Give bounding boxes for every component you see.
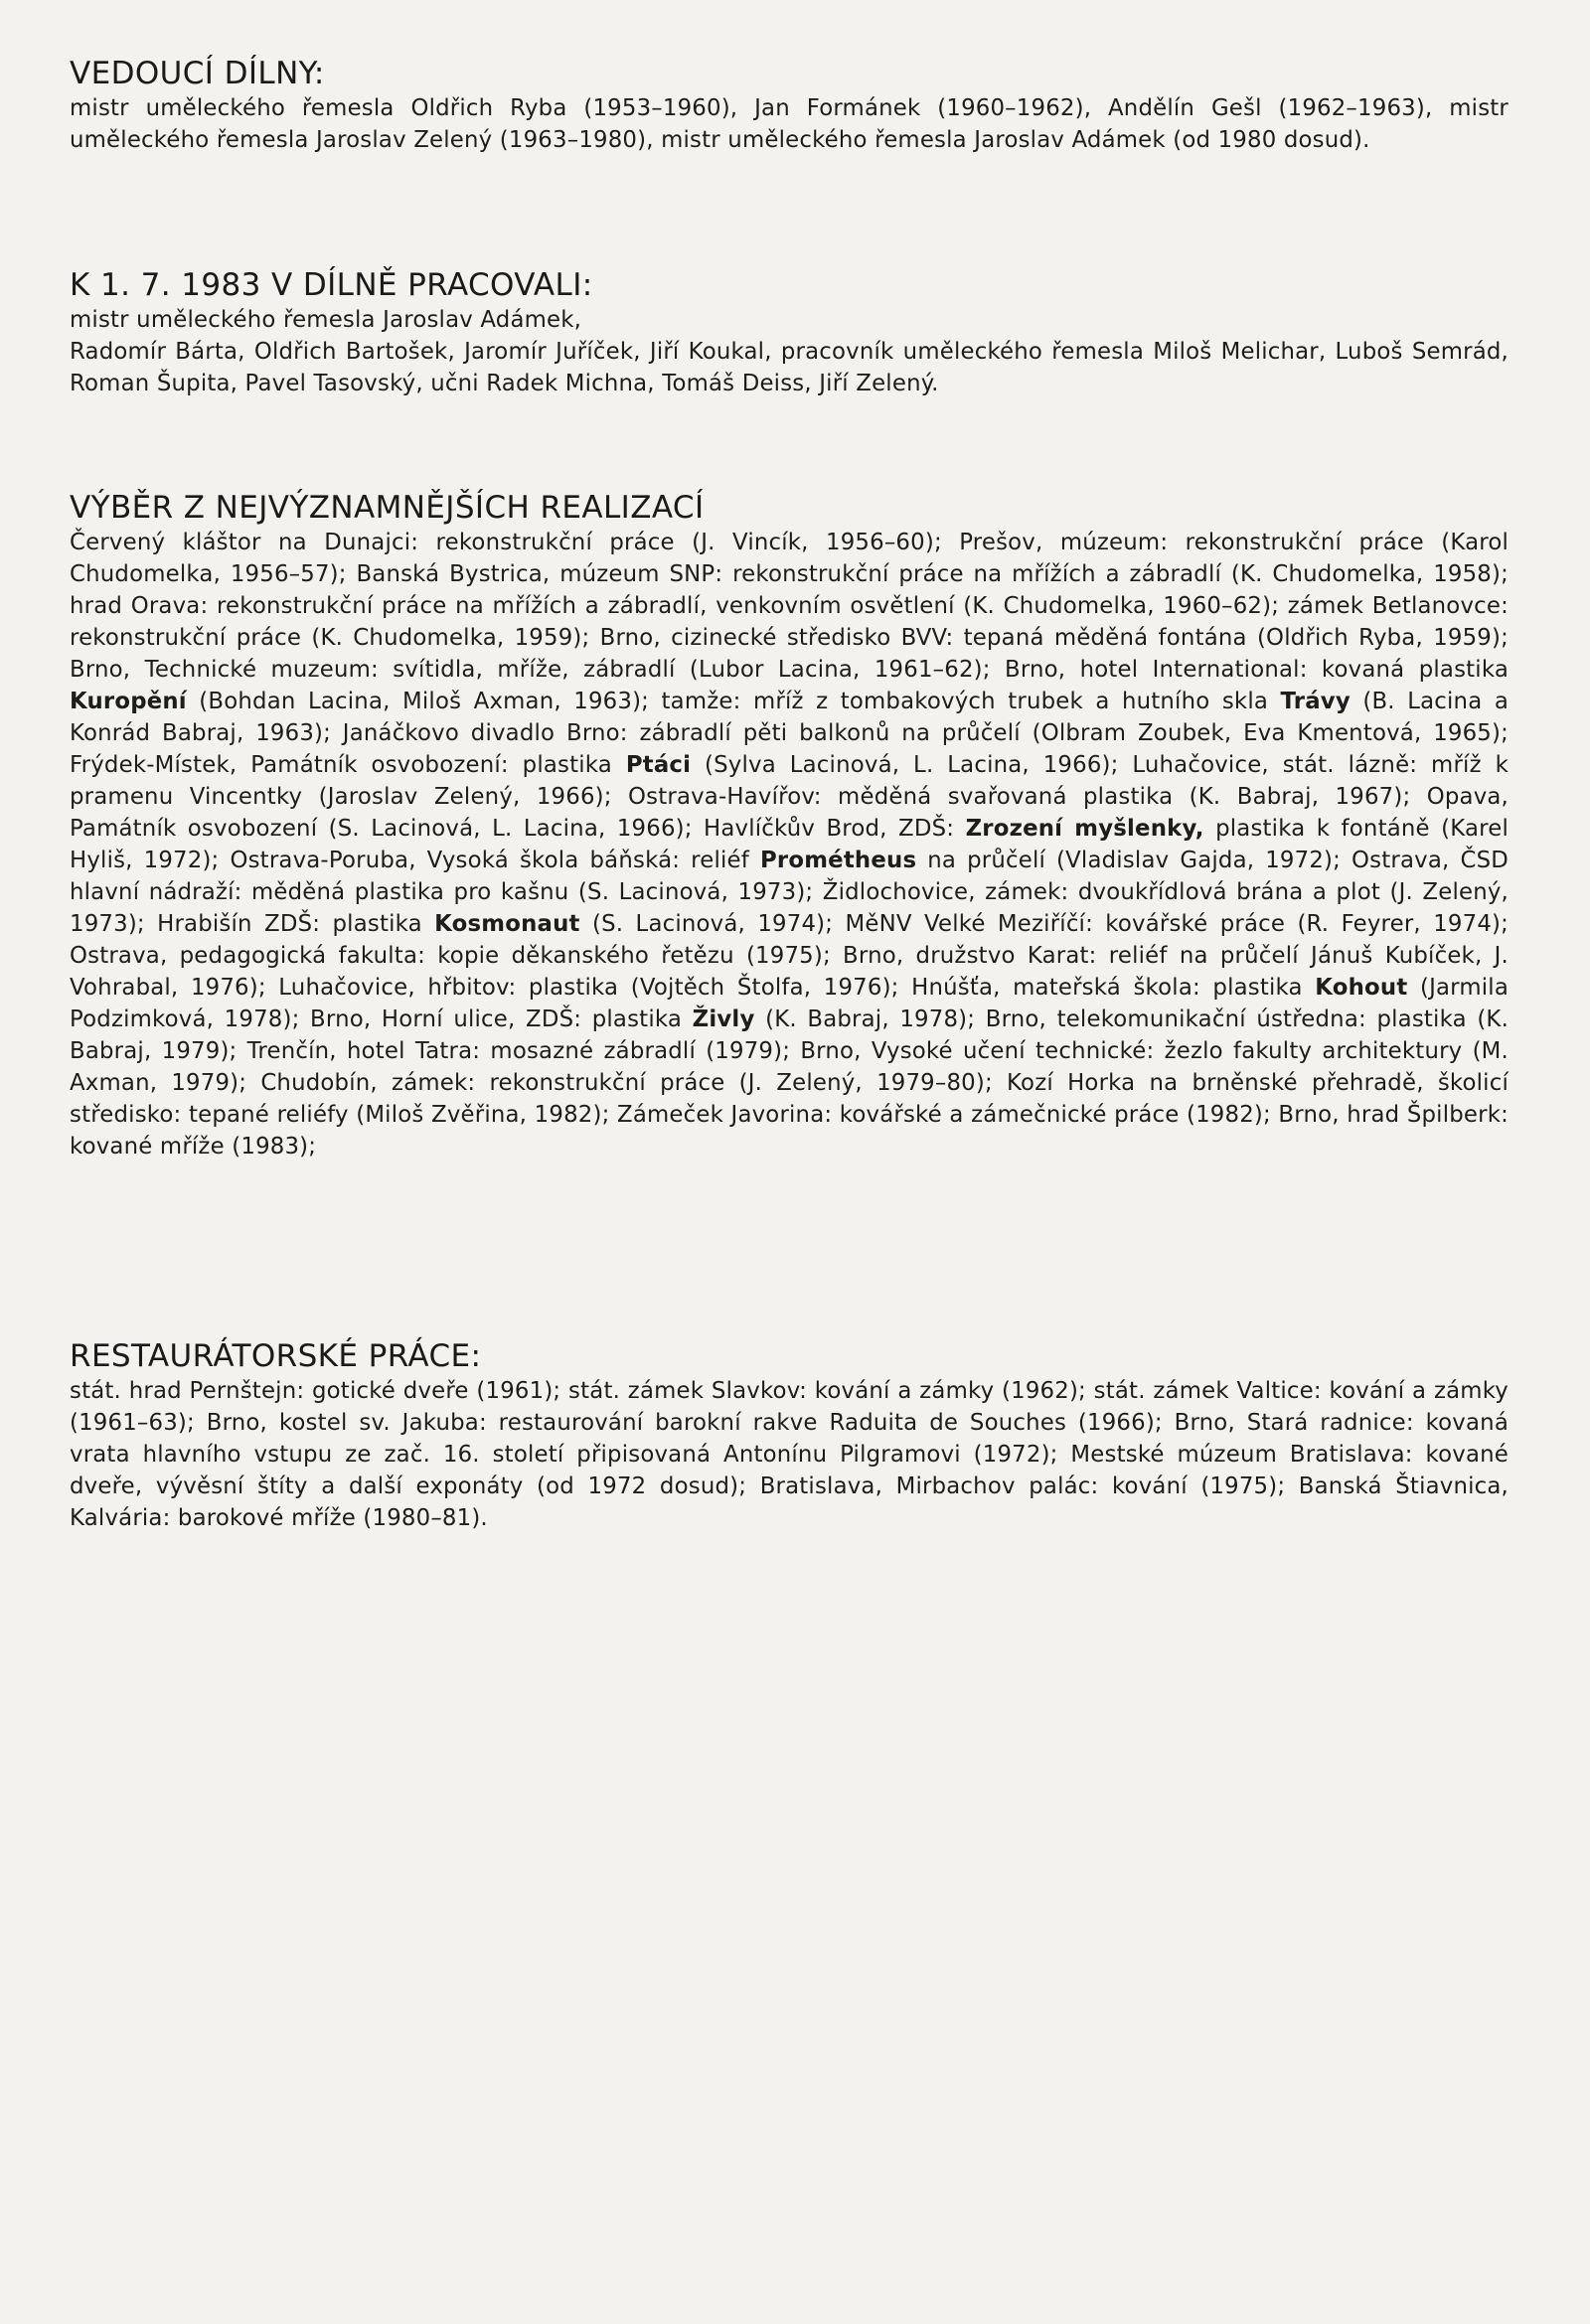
artwork-title-kosmonaut: Kosmonaut [434,911,580,937]
artwork-title-ptaci: Ptáci [625,752,692,778]
restoration-text [70,1375,1509,1534]
artwork-title-zrozeni-myslenky: Zrození myšlenky, [965,816,1204,842]
restoration-paragraph: stát. hrad Pernštejn: gotické dveře (1961); stát. zámek Slavkov: kování a zámky (1962); stát. zámek Valtice: kování a zámky (1961–63); Brno, kostel sv. Jakuba: restaurování barokní rakve Raduita de Souches (1966); Brno, Stará radnice: kovaná vrata hlavního vstupu ze zač. 16. století připisovaná Antonínu Pilgramovi (1972); Mestské múzeum Bratislava: kované dveře, vývěsní štíty a další exponáty (od 1972 dosud); Bratislava, Mirbachov palác: kování (1975); Banská Štiavnica, Kalvária: barokové mříže (1980–81). [70,1378,1509,1531]
realizations-part-9: (K. Babraj, 1978); Brno, telekomunikační ústředna: plastika (K. Babraj, 1979); Trenčín, hotel Tatra: mosazné zábradlí (1979); Brno, Vysoké učení technické: žezlo fakulty architektury (M. Axman, 1979); Chudobín, zámek: rekonstrukční práce (J. Zelený, 1979–80); Kozí Horka na brněnské přehradě, školicí středisko: tepané reliéfy (Miloš Zvěřina, 1982); Zámeček Javorina: kovářské a zámečnické práce (1982); Brno, hrad Špilberk: kované mříže (1983); [70,1007,1510,1160]
section-workers [70,266,1509,399]
heading-restoration: RESTAURÁTORSKÉ PRÁCE: [70,1338,482,1374]
heading-realizations: VÝBĚR Z NEJVÝZNAMNĚJŠÍCH REALIZACÍ [70,490,705,526]
workers-line-1: mistr uměleckého řemesla Jaroslav Adámek, [70,307,582,333]
heading-workers: K 1. 7. 1983 V DÍLNĚ PRACOVALI: [70,267,593,303]
realizations-part-1: Červený kláštor na Dunajci: rekonstrukční práce (J. Vincík, 1956–60); Prešov, múzeum: rekonstrukční práce (Karol Chudomelka, 1956–57); Banská Bystrica, múzeum SNP: rekonstrukční práce na mřížích a zábradlí (K. Chudomelka, 1958); hrad Orava: rekonstrukční práce na mřížích a zábradlí, venkovním osvětlení (K. Chudomelka, 1960–62); zámek Betlanovce: rekonstrukční práce (K. Chudomelka, 1959); Brno, cizinecké středisko BVV: tepaná měděná fontána (Oldřich Ryba, 1959); Brno, Technické muzeum: svítidla, mříže, zábradlí (Lubor Lacina, 1961–62); Brno, hotel International: kovaná plastika [70,530,1509,683]
section-leaders [70,55,1509,156]
realizations-part-7: (S. Lacinová, 1974); MěNV Velké Meziříčí: kovářské práce (R. Feyrer, 1974); Ostrava, pedagogická fakulta: kopie děkanského řetězu (1975); Brno, družstvo Karat: reliéf na průčelí Jánuš Kubíček, J. Vohrabal, 1976); Luhačovice, hřbitov: plastika (Vojtěch Štolfa, 1976); Hnúšťa, mateřská škola: plastika [70,911,1510,1001]
realizations-text [70,527,1509,1162]
leaders-text [70,92,1509,156]
realizations-part-4: (Sylva Lacinová, L. Lacina, 1966); Luhačovice, stát. lázně: mříž k pramenu Vincentky (Jaroslav Zelený, 1966); Ostrava-Havířov: měděná svařovaná plastika (K. Babraj, 1967); Opava, Památník osvobození (S. Lacinová, L. Lacina, 1966); Havlíčkův Brod, ZDŠ: [70,752,1510,842]
section-restoration [70,1337,1509,1534]
realizations-part-8: (Jarmila Podzimková, 1978); Brno, Horní ulice, ZDŠ: plastika [70,975,1509,1032]
realizations-paragraph [70,527,1509,1162]
realizations-part-2: (Bohdan Lacina, Miloš Axman, 1963); tamže: mříž z tombakových trubek a hutního skla [186,689,1281,714]
artwork-title-zivly: Živly [692,1007,755,1032]
heading-leaders: VEDOUCÍ DÍLNY: [70,56,325,91]
workers-text [70,304,1509,399]
artwork-title-travy: Trávy [1280,689,1351,714]
artwork-title-kuropeni: Kuropění [70,689,187,714]
section-realizations [70,489,1509,1162]
artwork-title-kohout: Kohout [1315,975,1408,1001]
realizations-part-3: (B. Lacina a Konrád Babraj, 1963); Janáčkovo divadlo Brno: zábradlí pěti balkonů na průčelí (Olbram Zoubek, Eva Kmentová, 1965); Frýdek-Místek, Památník osvobození: plastika [70,689,1509,778]
realizations-part-6: na průčelí (Vladislav Gajda, 1972); Ostrava, ČSD hlavní nádraží: měděná plastika pro kašnu (S. Lacinová, 1973); Židlochovice, zámek: dvoukřídlová brána a plot (J. Zelený, 1973); Hrabišín ZDŠ: plastika [70,848,1510,937]
leaders-paragraph: mistr uměleckého řemesla Oldřich Ryba (1953–1960), Jan Formánek (1960–1962), Andělín Gešl (1962–1963), mistr uměleckého řemesla Jaroslav Zelený (1963–1980), mistr uměleckého řemesla Jaroslav Adámek (od 1980 dosud). [70,95,1509,153]
realizations-part-5: plastika k fontáně (Karel Hyliš, 1972); Ostrava-Poruba, Vysoká škola báňská: reliéf [70,816,1510,873]
workers-line-2: Radomír Bárta, Oldřich Bartošek, Jaromír Juříček, Jiří Koukal, pracovník uměleckého řemesla Miloš Melichar, Luboš Semrád, Roman Šupita, Pavel Tasovský, učni Radek Michna, Tomáš Deiss, Jiří Zelený. [70,339,1509,396]
artwork-title-prometheus: Prométheus [760,848,917,873]
